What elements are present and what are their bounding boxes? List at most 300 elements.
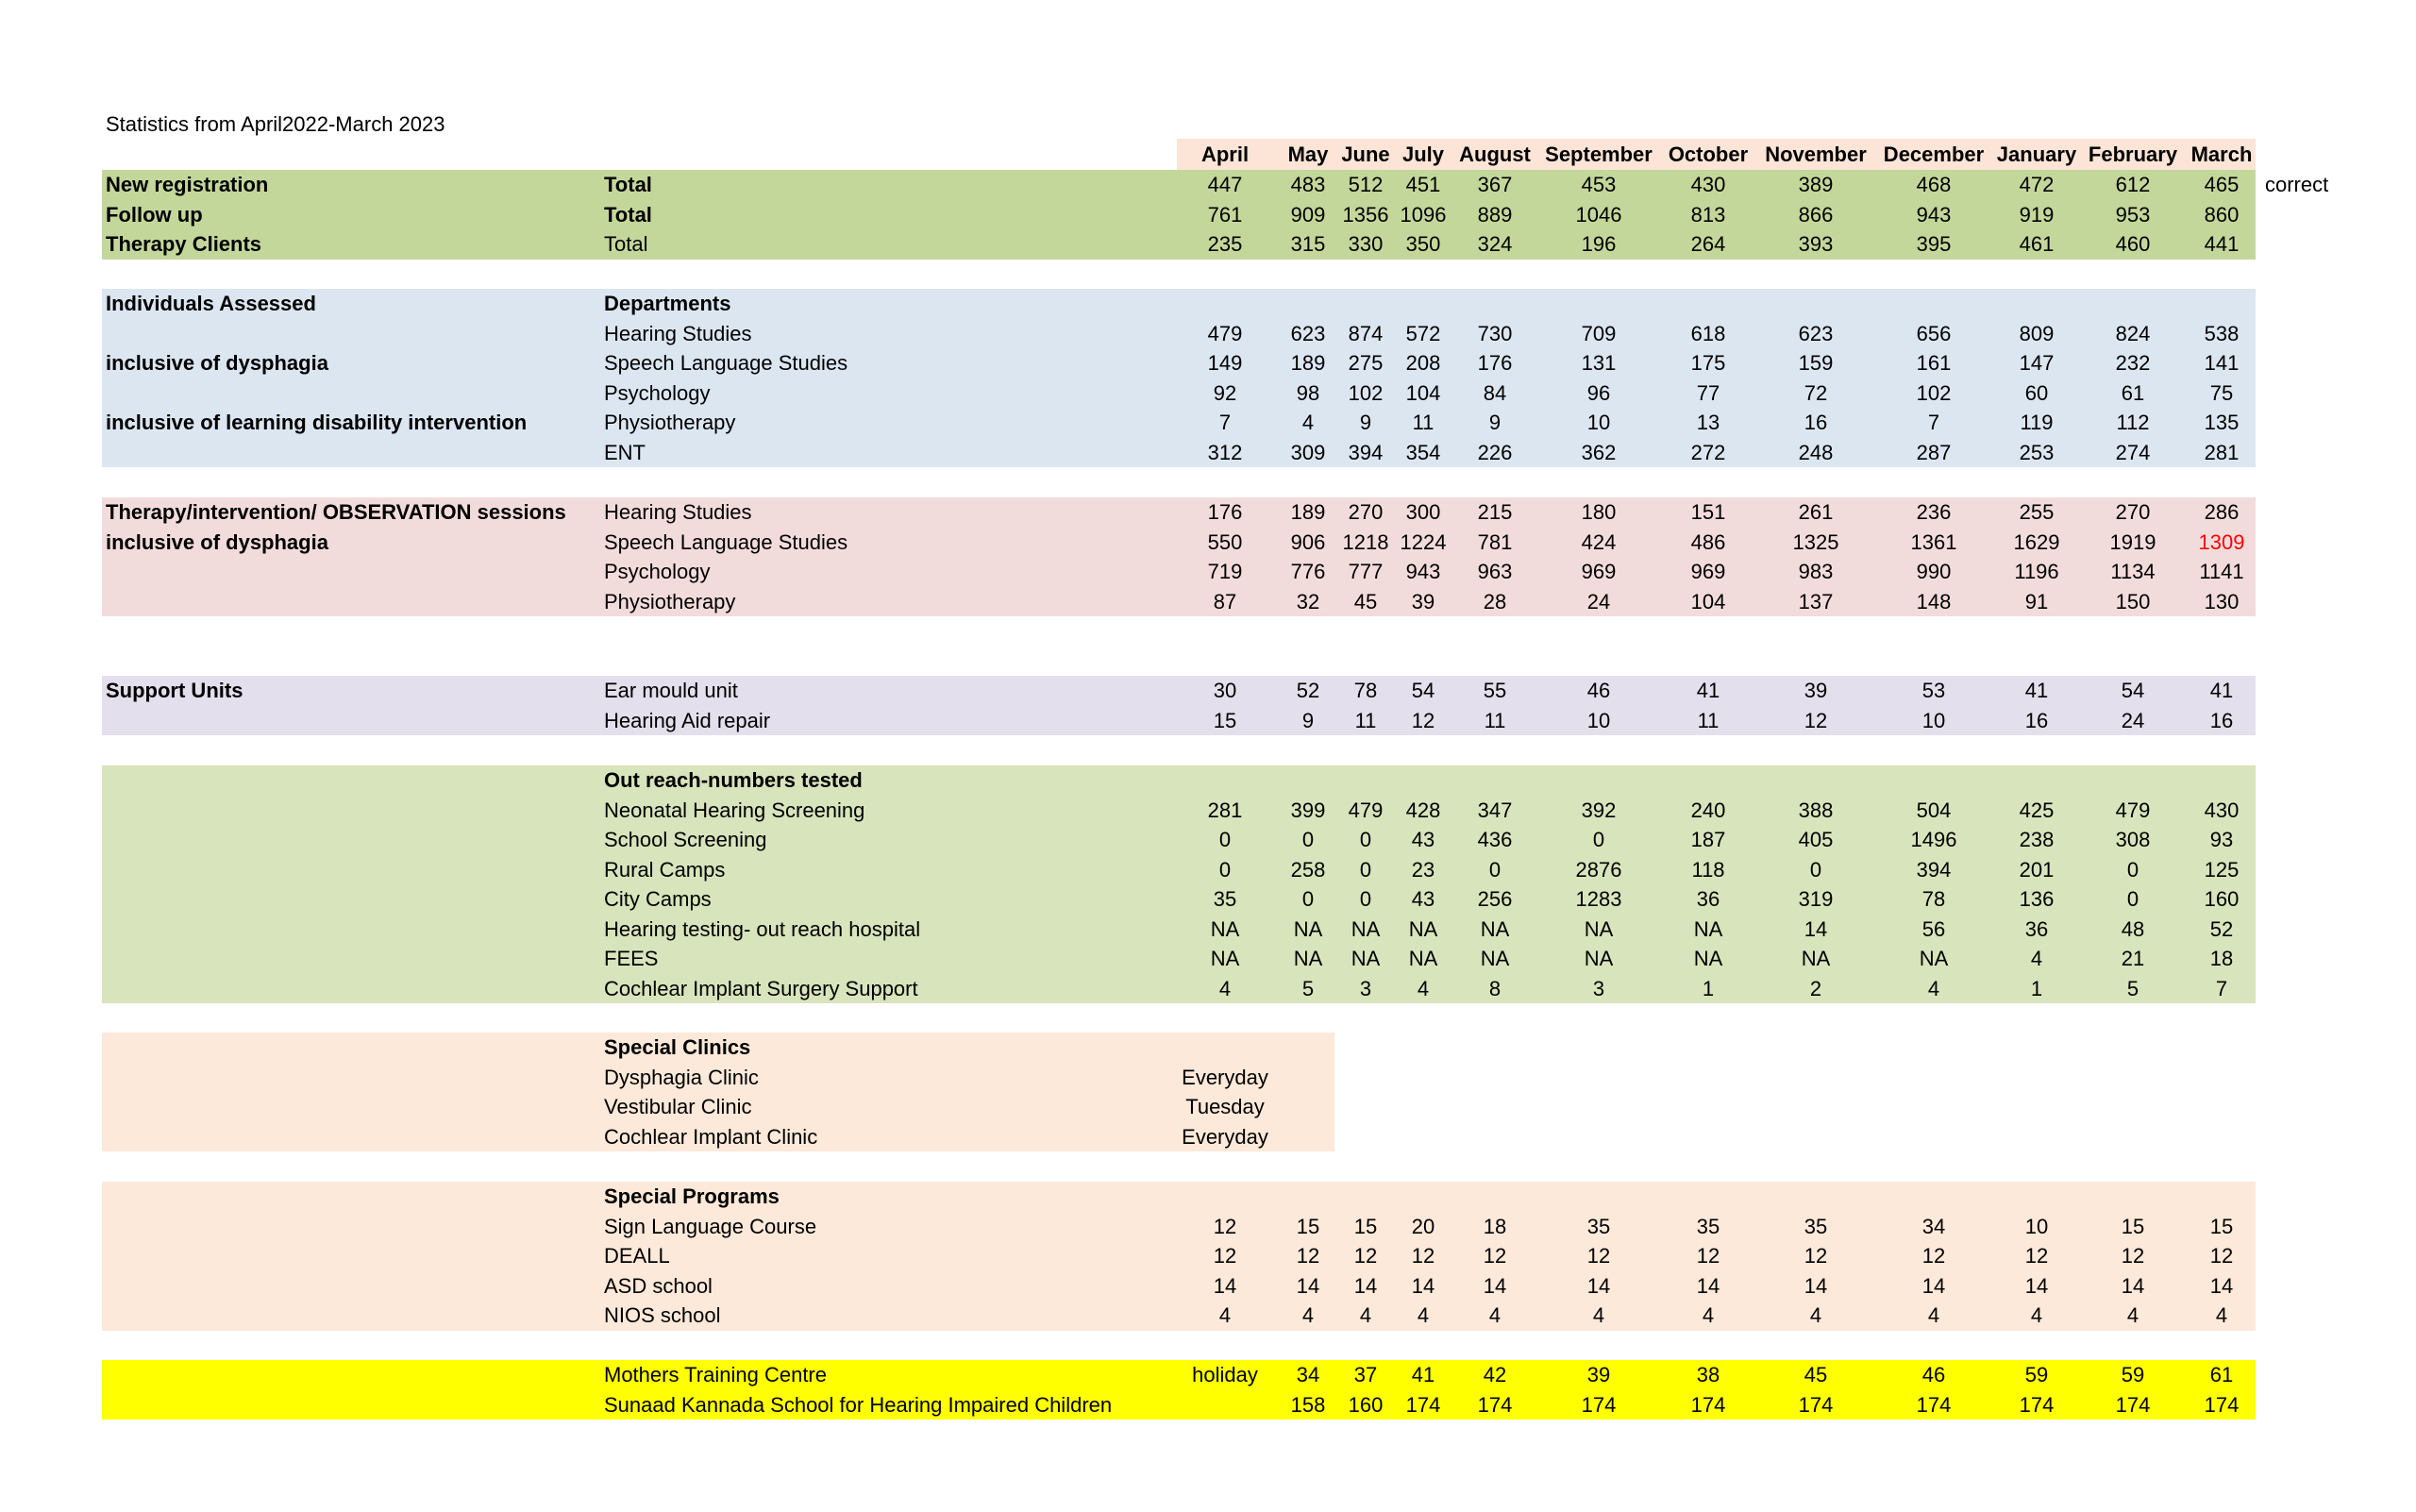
cell-june: 102: [1348, 380, 1384, 405]
cell-may: 4: [1301, 411, 1315, 434]
cell-july: 428: [1405, 798, 1441, 822]
cell-march: 52: [2209, 916, 2234, 941]
cell-september: 35: [1586, 1214, 1611, 1238]
cell-november: 866: [1798, 202, 1834, 227]
cell-august: 367: [1477, 173, 1513, 196]
cell-august: NA: [1480, 916, 1510, 941]
table-row: [0, 676, 2416, 706]
cell-may: 906: [1290, 529, 1326, 554]
cell-october: 35: [1696, 1214, 1720, 1238]
cell-march: 7: [2215, 976, 2228, 1000]
table-row: [0, 200, 2416, 230]
table-row: [0, 825, 2416, 855]
cell-january: 472: [2019, 173, 2055, 196]
cell-august: 12: [1483, 1244, 1507, 1268]
cell-august: 226: [1477, 440, 1513, 464]
cell-december: 34: [1921, 1214, 1946, 1238]
table-row: [0, 765, 2416, 796]
row-item-label: Total: [604, 173, 652, 196]
cell-april: NA: [1210, 947, 1240, 970]
cell-november: 388: [1798, 798, 1834, 822]
cell-july: 41: [1411, 1363, 1435, 1386]
cell-october: NA: [1693, 947, 1723, 970]
cell-august: 8: [1488, 976, 1502, 1000]
table-row: [0, 1092, 2416, 1122]
cell-december: 394: [1916, 857, 1952, 882]
cell-october: 240: [1690, 798, 1726, 822]
cell-december: 990: [1916, 560, 1952, 583]
cell-may: 12: [1296, 1244, 1320, 1268]
cell-february: 48: [2121, 916, 2145, 941]
cell-august: 963: [1477, 560, 1513, 583]
cell-march: 286: [2204, 500, 2240, 524]
cell-december: 656: [1916, 321, 1952, 345]
cell-november: 983: [1798, 560, 1834, 583]
cell-september: NA: [1584, 916, 1614, 941]
cell-july: 174: [1405, 1392, 1441, 1417]
table-row: [0, 557, 2416, 587]
cell-march: 135: [2204, 411, 2240, 434]
cell-july: 23: [1411, 857, 1435, 882]
cell-june: 11: [1354, 708, 1377, 732]
cell-december: 504: [1916, 798, 1952, 822]
cell-february: 612: [2115, 173, 2151, 196]
cell-march: 14: [2209, 1273, 2234, 1298]
cell-august: 18: [1483, 1214, 1507, 1238]
cell-august: NA: [1480, 947, 1510, 970]
month-header-row: [0, 140, 2416, 170]
cell-august: 4: [1488, 1303, 1502, 1327]
cell-july: 943: [1405, 560, 1441, 583]
cell-march: 12: [2209, 1244, 2234, 1268]
cell-september: 3: [1592, 976, 1605, 1000]
table-row: [0, 1301, 2416, 1331]
cell-july: 14: [1411, 1273, 1435, 1298]
cell-december: 1496: [1910, 828, 1957, 851]
row-item-label: NIOS school: [604, 1303, 721, 1327]
cell-may: 776: [1290, 560, 1326, 583]
month-header-july: July: [1401, 143, 1445, 166]
cell-october: 175: [1690, 351, 1726, 375]
cell-august: 11: [1484, 708, 1506, 732]
cell-april: 479: [1207, 321, 1243, 345]
cell-august: 55: [1483, 679, 1507, 702]
table-row: [0, 1033, 2416, 1063]
cell-november: 393: [1798, 232, 1834, 256]
cell-august: 730: [1477, 321, 1513, 345]
month-header-january: January: [1996, 143, 2077, 166]
cell-june: 15: [1353, 1214, 1378, 1238]
cell-january: 1629: [2013, 529, 2060, 554]
cell-november: 319: [1798, 887, 1834, 911]
cell-august: 347: [1477, 798, 1513, 822]
cell-february: 274: [2115, 440, 2151, 464]
cell-april: 0: [1218, 828, 1232, 851]
cell-july: 4: [1417, 976, 1430, 1000]
cell-august: 436: [1477, 828, 1513, 851]
cell-july: 300: [1405, 500, 1441, 524]
cell-october: 264: [1690, 232, 1726, 256]
row-item-label: DEALL: [604, 1244, 670, 1268]
cell-october: 77: [1696, 380, 1720, 405]
row-category-label: inclusive of learning disability intervention: [106, 411, 528, 434]
row-item-label: Dysphagia Clinic: [604, 1065, 759, 1089]
cell-july: NA: [1408, 947, 1438, 970]
cell-february: 479: [2115, 798, 2151, 822]
table-row: [0, 1182, 2416, 1212]
cell-april: 550: [1207, 529, 1243, 554]
cell-april: 447: [1207, 173, 1243, 196]
cell-march: 430: [2204, 798, 2240, 822]
cell-november: 45: [1804, 1363, 1828, 1386]
cell-january: 461: [2019, 232, 2055, 256]
cell-october: 813: [1690, 202, 1726, 227]
month-header-november: November: [1765, 143, 1867, 166]
cell-february: 824: [2115, 321, 2151, 345]
row-category-label: Support Units: [106, 679, 243, 702]
cell-october: 1: [1702, 976, 1715, 1000]
cell-may: 0: [1301, 828, 1315, 851]
cell-may: 34: [1296, 1363, 1320, 1386]
cell-september: 14: [1586, 1273, 1611, 1298]
cell-march: 281: [2204, 440, 2240, 464]
table-row: [0, 706, 2416, 736]
cell-april: 14: [1213, 1273, 1237, 1298]
cell-january: 91: [2024, 589, 2049, 613]
cell-march: 1141: [2199, 560, 2244, 583]
cell-april: 12: [1213, 1244, 1237, 1268]
cell-march: 465: [2204, 173, 2240, 196]
cell-january: 4: [2030, 1303, 2043, 1327]
cell-october: NA: [1693, 916, 1723, 941]
row-item-label: Cochlear Implant Surgery Support: [604, 976, 918, 1000]
month-header-june: June: [1341, 143, 1390, 166]
cell-january: 255: [2019, 500, 2055, 524]
row-item-label: Physiotherapy: [604, 589, 736, 613]
cell-april: 0: [1218, 857, 1232, 882]
table-row: [0, 1360, 2416, 1390]
cell-october: 174: [1690, 1392, 1726, 1417]
cell-april: 12: [1213, 1214, 1237, 1238]
cell-october: 187: [1690, 828, 1726, 851]
table-row: [0, 408, 2416, 438]
cell-april: 235: [1207, 232, 1243, 256]
cell-november: 405: [1798, 828, 1834, 851]
cell-october: 969: [1690, 560, 1726, 583]
cell-november: 137: [1798, 589, 1834, 613]
cell-may: 98: [1296, 380, 1320, 405]
row-item-label: ASD school: [604, 1273, 713, 1298]
cell-august: 174: [1477, 1392, 1513, 1417]
cell-november: 14: [1804, 1273, 1828, 1298]
row-item-label: Vestibular Clinic: [604, 1095, 752, 1118]
cell-march: 125: [2204, 857, 2240, 882]
cell-february: 1134: [2110, 560, 2156, 583]
cell-april: 30: [1213, 679, 1237, 702]
cell-july: 39: [1411, 589, 1435, 613]
cell-december: 148: [1916, 589, 1952, 613]
row-item-label: Rural Camps: [604, 857, 726, 882]
cell-may: 623: [1290, 321, 1326, 345]
row-category-label: inclusive of dysphagia: [106, 529, 328, 554]
table-row: [0, 855, 2416, 885]
cell-february: 953: [2115, 202, 2151, 227]
cell-april: Tuesday: [1185, 1095, 1265, 1118]
cell-december: 56: [1921, 916, 1946, 941]
cell-may: NA: [1293, 947, 1323, 970]
cell-july: 208: [1405, 351, 1441, 375]
row-item-label: Special Programs: [604, 1184, 780, 1208]
cell-november: 261: [1798, 500, 1834, 524]
cell-august: 28: [1483, 589, 1507, 613]
cell-january: 60: [2024, 380, 2049, 405]
cell-december: 161: [1916, 351, 1952, 375]
cell-june: 394: [1348, 440, 1384, 464]
cell-may: 32: [1296, 589, 1320, 613]
cell-may: 909: [1290, 202, 1326, 227]
cell-february: 460: [2115, 232, 2151, 256]
cell-december: 4: [1927, 976, 1940, 1000]
cell-june: 330: [1348, 232, 1384, 256]
row-item-label: Sign Language Course: [604, 1214, 817, 1238]
cell-june: 1356: [1342, 202, 1389, 227]
cell-august: 176: [1477, 351, 1513, 375]
cell-may: NA: [1293, 916, 1323, 941]
row-item-label: Hearing Aid repair: [604, 708, 771, 732]
month-header-march: March: [2190, 143, 2253, 166]
table-row: [0, 884, 2416, 915]
table-row: [0, 1241, 2416, 1271]
row-item-label: Speech Language Studies: [604, 351, 848, 375]
cell-october: 36: [1696, 887, 1720, 911]
cell-july: 12: [1411, 1244, 1435, 1268]
cell-february: 21: [2121, 947, 2145, 970]
cell-march: 16: [2209, 708, 2234, 732]
cell-october: 12: [1696, 1244, 1720, 1268]
cell-february: 61: [2121, 380, 2145, 405]
cell-february: 14: [2121, 1273, 2145, 1298]
cell-december: 7: [1927, 411, 1940, 434]
table-row: [0, 438, 2416, 468]
row-note: correct: [2265, 173, 2329, 196]
cell-october: 486: [1690, 529, 1726, 554]
cell-may: 158: [1290, 1392, 1326, 1417]
cell-april: 4: [1218, 1303, 1232, 1327]
table-row: [0, 528, 2416, 558]
cell-november: 2: [1809, 976, 1822, 1000]
cell-october: 151: [1690, 500, 1726, 524]
row-item-label: Hearing Studies: [604, 500, 752, 524]
cell-december: 468: [1916, 173, 1952, 196]
cell-august: 42: [1483, 1363, 1507, 1386]
cell-june: 874: [1348, 321, 1384, 345]
cell-january: 36: [2024, 916, 2049, 941]
table-row: [0, 1271, 2416, 1302]
cell-september: 196: [1581, 232, 1617, 256]
cell-october: 272: [1690, 440, 1726, 464]
cell-october: 14: [1696, 1273, 1720, 1298]
cell-november: 72: [1804, 380, 1828, 405]
cell-march: 141: [2204, 351, 2240, 375]
cell-december: 395: [1916, 232, 1952, 256]
cell-april: 4: [1218, 976, 1232, 1000]
cell-february: 150: [2115, 589, 2151, 613]
cell-march: 4: [2215, 1303, 2228, 1327]
cell-june: 479: [1348, 798, 1384, 822]
row-item-label: Hearing testing- out reach hospital: [604, 916, 921, 941]
cell-october: 13: [1696, 411, 1720, 434]
cell-december: 46: [1921, 1363, 1946, 1386]
cell-may: 399: [1290, 798, 1326, 822]
cell-may: 0: [1301, 887, 1315, 911]
cell-february: 174: [2115, 1392, 2151, 1417]
cell-january: 147: [2019, 351, 2055, 375]
cell-november: 16: [1804, 411, 1828, 434]
month-header-may: May: [1287, 143, 1329, 166]
cell-august: 14: [1483, 1273, 1507, 1298]
cell-october: 618: [1690, 321, 1726, 345]
cell-june: 160: [1348, 1392, 1384, 1417]
cell-january: 12: [2024, 1244, 2049, 1268]
cell-december: 102: [1916, 380, 1952, 405]
cell-september: 1046: [1575, 202, 1622, 227]
table-row: [0, 796, 2416, 826]
cell-april: 312: [1207, 440, 1243, 464]
cell-february: 232: [2115, 351, 2151, 375]
cell-june: 9: [1359, 411, 1372, 434]
cell-august: 889: [1477, 202, 1513, 227]
cell-september: 424: [1581, 529, 1617, 554]
cell-january: 174: [2019, 1392, 2055, 1417]
cell-july: 12: [1411, 708, 1435, 732]
cell-august: 256: [1477, 887, 1513, 911]
cell-may: 14: [1296, 1273, 1320, 1298]
cell-november: 159: [1798, 351, 1834, 375]
cell-june: 78: [1353, 679, 1378, 702]
cell-december: 1361: [1910, 529, 1957, 554]
cell-november: 14: [1804, 916, 1828, 941]
month-header-april: April: [1200, 143, 1250, 166]
row-item-label: Out reach-numbers tested: [604, 768, 863, 792]
row-item-label: Total: [604, 202, 652, 227]
cell-april: 15: [1213, 708, 1237, 732]
cell-october: 11: [1697, 708, 1720, 732]
cell-february: 12: [2121, 1244, 2145, 1268]
cell-august: 9: [1488, 411, 1502, 434]
cell-november: 39: [1804, 679, 1828, 702]
cell-may: 258: [1290, 857, 1326, 882]
table-row: [0, 289, 2416, 319]
cell-february: 0: [2126, 857, 2139, 882]
cell-may: 483: [1290, 173, 1326, 196]
table-row: [0, 170, 2416, 200]
cell-july: 354: [1405, 440, 1441, 464]
cell-december: 943: [1916, 202, 1952, 227]
cell-june: NA: [1351, 916, 1381, 941]
row-item-label: Total: [604, 232, 648, 256]
table-row: [0, 1390, 2416, 1420]
row-item-label: Physiotherapy: [604, 411, 736, 434]
cell-february: 5: [2126, 976, 2139, 1000]
cell-march: 41: [2209, 679, 2234, 702]
cell-july: 104: [1405, 380, 1441, 405]
month-header-february: February: [2088, 143, 2178, 166]
cell-december: 174: [1916, 1392, 1952, 1417]
cell-march: 61: [2209, 1363, 2234, 1386]
cell-june: 14: [1353, 1273, 1378, 1298]
row-item-label: City Camps: [604, 887, 712, 911]
cell-march: 75: [2209, 380, 2234, 405]
cell-december: 287: [1916, 440, 1952, 464]
cell-october: 430: [1690, 173, 1726, 196]
cell-october: 41: [1696, 679, 1720, 702]
cell-february: 308: [2115, 828, 2151, 851]
cell-february: 24: [2121, 708, 2145, 732]
cell-march: 93: [2209, 828, 2234, 851]
cell-january: 919: [2019, 202, 2055, 227]
cell-september: 96: [1586, 380, 1611, 405]
table-row: [0, 1122, 2416, 1152]
cell-september: 12: [1586, 1244, 1611, 1268]
cell-september: 131: [1581, 351, 1617, 375]
cell-november: 12: [1804, 708, 1828, 732]
cell-april: 92: [1213, 380, 1237, 405]
row-item-label: School Screening: [604, 828, 767, 851]
row-category-label: New registration: [106, 173, 269, 196]
cell-november: 12: [1804, 1244, 1828, 1268]
cell-january: 1196: [2014, 560, 2059, 583]
cell-june: NA: [1351, 947, 1381, 970]
cell-april: 281: [1207, 798, 1243, 822]
cell-september: 24: [1586, 589, 1611, 613]
table-row: [0, 974, 2416, 1004]
cell-july: 572: [1405, 321, 1441, 345]
cell-june: 0: [1359, 828, 1372, 851]
cell-november: 389: [1798, 173, 1834, 196]
cell-july: 43: [1411, 828, 1435, 851]
cell-december: 10: [1921, 708, 1946, 732]
cell-november: 0: [1809, 857, 1822, 882]
cell-march: 441: [2204, 232, 2240, 256]
row-item-label: Cochlear Implant Clinic: [604, 1124, 818, 1149]
cell-september: 39: [1586, 1363, 1611, 1386]
cell-september: 1283: [1575, 887, 1622, 911]
cell-january: 16: [2024, 708, 2049, 732]
cell-november: 1325: [1792, 529, 1839, 554]
cell-june: 1218: [1342, 529, 1389, 554]
cell-january: 809: [2019, 321, 2055, 345]
cell-october: 4: [1702, 1303, 1715, 1327]
table-row: [0, 587, 2416, 617]
cell-july: 350: [1405, 232, 1441, 256]
cell-may: 315: [1290, 232, 1326, 256]
cell-june: 275: [1348, 351, 1384, 375]
cell-april: 176: [1207, 500, 1243, 524]
cell-november: NA: [1801, 947, 1831, 970]
cell-january: 119: [2020, 411, 2054, 434]
cell-january: 59: [2024, 1363, 2049, 1386]
row-category-label: Therapy Clients: [106, 232, 262, 256]
cell-june: 4: [1359, 1303, 1372, 1327]
cell-may: 52: [1296, 679, 1320, 702]
cell-april: holiday: [1192, 1363, 1258, 1386]
cell-january: 10: [2024, 1214, 2049, 1238]
cell-december: NA: [1919, 947, 1949, 970]
cell-january: 1: [2030, 976, 2043, 1000]
table-row: [0, 229, 2416, 260]
cell-july: 20: [1411, 1214, 1435, 1238]
cell-august: 0: [1488, 857, 1502, 882]
